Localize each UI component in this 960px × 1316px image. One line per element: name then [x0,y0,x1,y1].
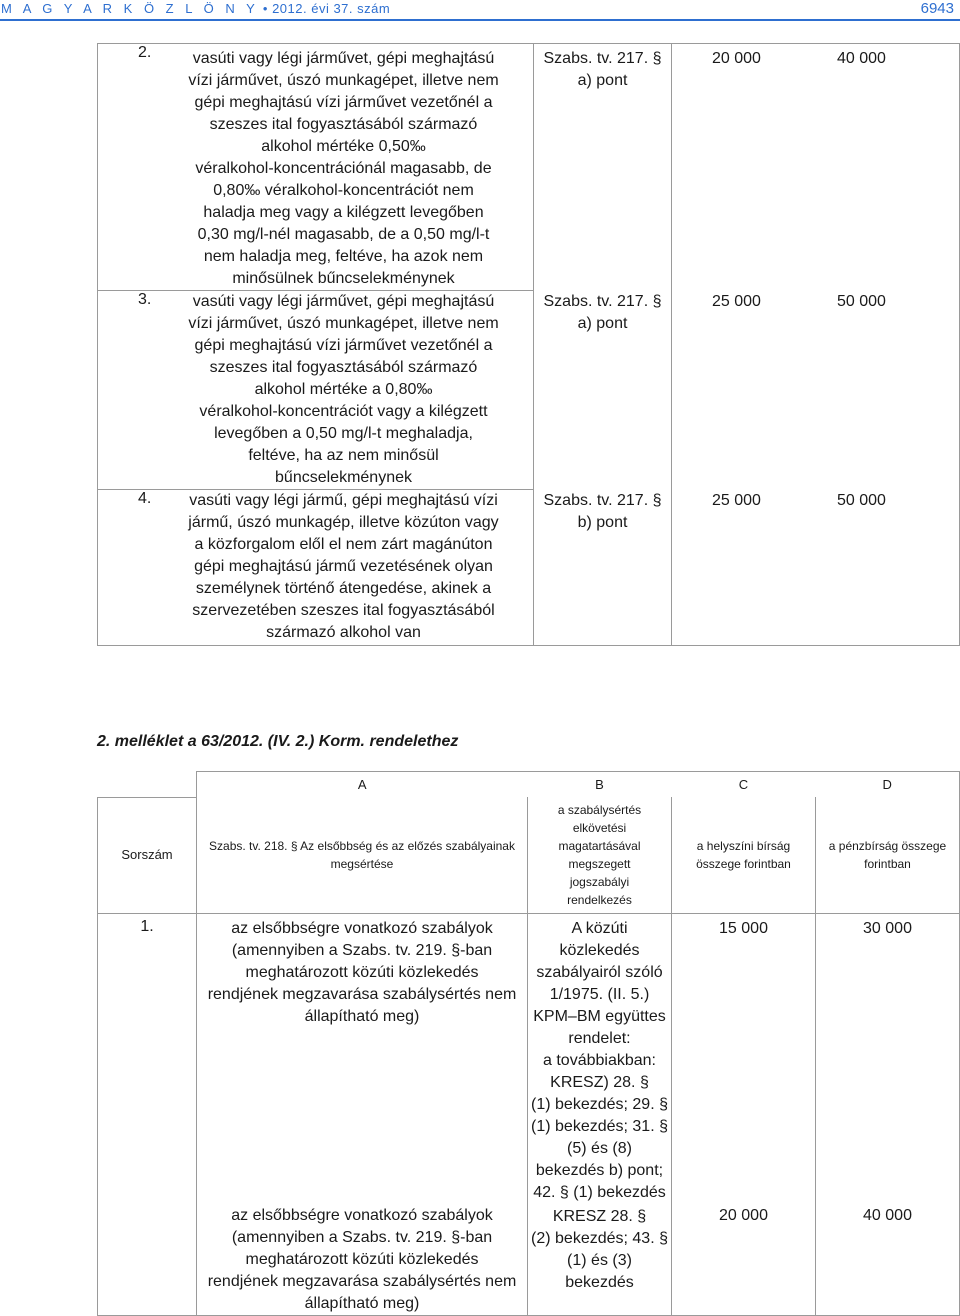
penalty-fine: 30 000 [863,919,912,937]
offense-description: vasúti vagy légi járművet, gépi meghajtású vízi járművet, úszó munkagépet, illetve nem gépi meghajtású vízi járművet vezetőnél a szeszes ital fogyasztásából származó alkohol mértéke a 0,80‰ véralkohol-koncentrációt vagy a kilégzett levegőben a 0,50 mg/l-t meghaladja, feltéve, ha az nem minősül bűncselekménynek [188,293,499,486]
fines-table-continued [97,43,960,646]
column-letter-a: A [197,772,528,798]
legal-reference-column [534,44,672,646]
row-number: 2. [138,44,152,61]
column-letter-c: C [672,772,816,798]
annex-fines-table [97,771,960,1316]
header-rule [0,19,960,21]
table-row [98,44,960,291]
on-the-spot-fine: 20 000 [719,1206,768,1224]
column-letter-d: D [816,772,960,798]
table-row [98,913,960,1315]
legal-reference: Szabs. tv. 217. § a) pont [543,293,662,332]
amounts [672,48,959,70]
offense-description: az elsőbbségre vonatkozó szabályok (amennyiben a Szabs. tv. 219. §-ban meghatározott közúti közlekedés rendjének megzavarása szabálysértés nem állapítható meg) [207,1206,517,1312]
on-the-spot-fine: 20 000 [712,50,761,67]
amounts-column [672,44,960,646]
on-the-spot-fine: 15 000 [719,919,768,937]
row-number: 1. [140,917,154,935]
offense-description: vasúti vagy légi jármű, gépi meghajtású vízi jármű, úszó munkagép, illetve közúton vagy a közforgalom elől el nem zárt magánúton gépi meghajtású jármű vezetésének olyan személynek történő átengedése, akinek a szervezetében szeszes ital fogyasztásából származó alkohol van [188,492,499,641]
legal-reference: A közúti közlekedés szabályairól szóló 1/1975. (II. 5.) KPM–BM együttes rendelet: a továbbiakban: KRESZ) 28. § (1) bekezdés; 29. § (1) bekezdés; 31. § (5) és (8) bekezdés b) pont; 42. § (1) bekezdés [531,919,668,1201]
penalty-fine: 50 000 [837,492,886,509]
row-number: 3. [138,291,152,308]
header-b: a szabálysértés elkövetési magatartásával megszegett jogszabályi rendelkezés [528,797,672,913]
legal-reference-cell [528,913,672,1315]
header-c: a helyszíni bírság összege forintban [672,797,816,913]
amounts [672,291,959,313]
offense-cell [197,913,528,1315]
issue-info: 2012. évi 37. szám [272,1,391,16]
penalty-fine: 40 000 [837,50,886,67]
row-number-cell [98,913,197,1315]
journal-name: M A G Y A R K Ö Z L Ö N Y [1,1,259,16]
column-letter-b: B [528,772,672,798]
offense-description: vasúti vagy légi járművet, gépi meghajtású vízi járművet, úszó munkagépet, illetve nem gépi meghajtású vízi járművet vezetőnél a szeszes ital fogyasztásából származó alkohol mértéke 0,50‰ véralkohol-koncentrációnál magasabb, de 0,80‰ véralkohol-koncentrációt nem haladja meg vagy a kilégzett levegőben 0,30 mg/l-nél magasabb, de a 0,50 mg/l-t nem haladja meg, feltéve, ha azok nem minősülnek bűncselekménynek [188,50,499,287]
offense-description: az elsőbbségre vonatkozó szabályok (amennyiben a Szabs. tv. 219. §-ban meghatározott közúti közlekedés rendjének megzavarása szabálysértés nem állapítható meg) [207,919,517,1025]
on-the-spot-fine-cell [672,913,816,1315]
offense-cell [98,291,534,490]
offense-cell [98,44,534,291]
column-letters-row [98,772,960,798]
header-a: Szabs. tv. 218. § Az elsőbbség és az előzés szabályainak megsértése [197,797,528,913]
offense-cell [98,490,534,646]
penalty-fine: 50 000 [837,293,886,310]
page-number: 6943 [920,0,954,17]
page-header [0,0,960,22]
penalty-fine: 40 000 [863,1206,912,1224]
row-number: 4. [138,490,152,507]
annex-title: 2. melléklet a 63/2012. (IV. 2.) Korm. rendelethez [97,733,459,750]
header-d: a pénzbírság összege forintban [816,797,960,913]
header-row [98,797,960,913]
header-sorszam: Sorszám [98,797,197,913]
legal-reference: Szabs. tv. 217. § a) pont [543,50,662,89]
legal-reference: KRESZ 28. § (2) bekezdés; 43. § (1) és (3) bekezdés [531,1207,668,1291]
penalty-fine-cell [816,913,960,1315]
legal-reference: Szabs. tv. 217. § b) pont [543,492,662,531]
on-the-spot-fine: 25 000 [712,492,761,509]
bullet-separator: • [262,1,268,16]
on-the-spot-fine: 25 000 [712,293,761,310]
amounts [672,490,959,512]
